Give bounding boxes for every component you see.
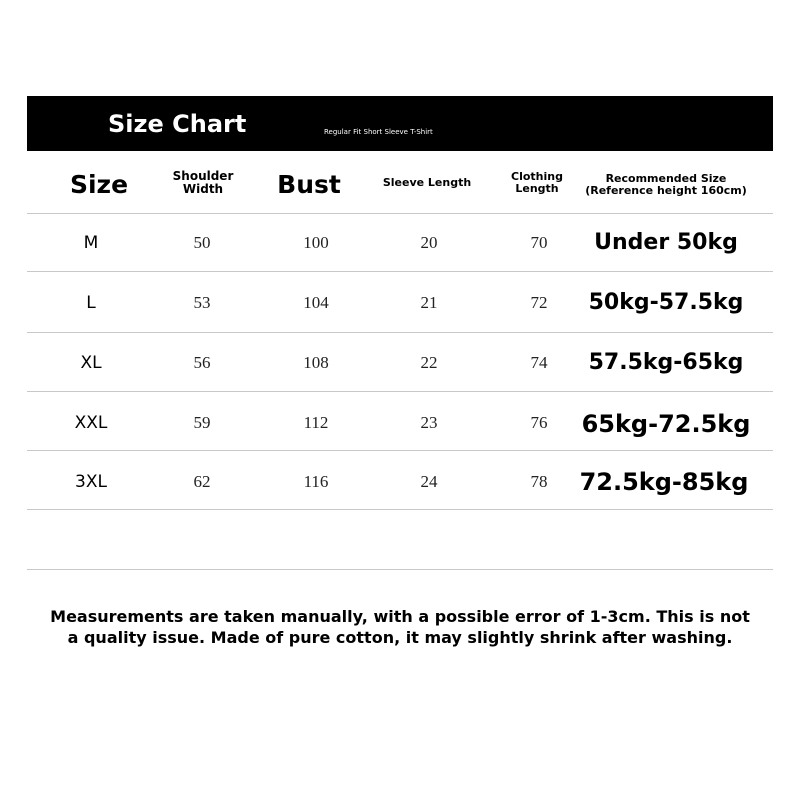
row-sleeve: 24 bbox=[420, 472, 438, 491]
row-shoulder: 59 bbox=[193, 413, 211, 432]
size-chart-banner bbox=[27, 96, 773, 151]
row-bust: 116 bbox=[303, 472, 329, 491]
header-shoulder-line2: Width bbox=[182, 182, 224, 197]
banner-subtitle: Regular Fit Short Sleeve T-Shirt bbox=[324, 128, 433, 136]
measurement-note-line1: Measurements are taken manually, with a possible error of 1-3cm. This is not bbox=[50, 607, 750, 626]
row-length: 78 bbox=[530, 472, 548, 491]
row-recommended: 72.5kg-85kg bbox=[579, 468, 749, 496]
row-divider bbox=[27, 450, 773, 451]
header-recommended-size bbox=[585, 173, 747, 197]
row-sleeve: 23 bbox=[420, 413, 438, 432]
row-recommended: Under 50kg bbox=[594, 230, 738, 255]
row-divider bbox=[27, 213, 773, 214]
row-size: XXL bbox=[74, 413, 108, 433]
row-shoulder: 56 bbox=[193, 353, 211, 372]
row-divider bbox=[27, 509, 773, 510]
row-bust: 108 bbox=[303, 353, 329, 372]
measurement-note-line2: a quality issue. Made of pure cotton, it may slightly shrink after washing. bbox=[67, 628, 733, 647]
header-sleeve-length: Sleeve Length bbox=[382, 176, 472, 189]
row-size: 3XL bbox=[75, 472, 107, 492]
header-shoulder-line1: Shoulder bbox=[172, 169, 234, 183]
row-recommended: 57.5kg-65kg bbox=[588, 350, 744, 375]
row-size: L bbox=[86, 293, 96, 313]
table-bottom-divider bbox=[27, 569, 773, 570]
row-bust: 100 bbox=[303, 233, 329, 252]
header-clothing-line1: Clothing bbox=[511, 170, 563, 183]
row-shoulder: 53 bbox=[193, 293, 211, 312]
header-clothing-line2: Length bbox=[515, 182, 559, 196]
header-size: Size bbox=[69, 170, 129, 199]
row-length: 70 bbox=[530, 233, 548, 252]
row-sleeve: 21 bbox=[420, 293, 438, 312]
banner-title: Size Chart bbox=[108, 110, 247, 138]
row-shoulder: 62 bbox=[193, 472, 211, 491]
row-length: 74 bbox=[530, 353, 548, 372]
row-divider bbox=[27, 271, 773, 272]
row-divider bbox=[27, 391, 773, 392]
row-length: 76 bbox=[530, 413, 548, 432]
row-size: XL bbox=[80, 353, 102, 373]
header-recommended-line2: (Reference height 160cm) bbox=[585, 184, 747, 198]
header-shoulder-width bbox=[173, 170, 234, 196]
header-clothing-length bbox=[511, 171, 563, 195]
row-length: 72 bbox=[530, 293, 548, 312]
measurement-note bbox=[0, 606, 800, 648]
header-bust: Bust bbox=[277, 170, 341, 199]
row-size: M bbox=[83, 233, 99, 253]
header-recommended-line1: Recommended Size bbox=[605, 172, 727, 185]
row-bust: 104 bbox=[303, 293, 329, 312]
row-shoulder: 50 bbox=[193, 233, 211, 252]
row-divider bbox=[27, 332, 773, 333]
row-recommended: 65kg-72.5kg bbox=[581, 410, 751, 438]
row-recommended: 50kg-57.5kg bbox=[588, 290, 744, 315]
row-sleeve: 20 bbox=[420, 233, 438, 252]
row-sleeve: 22 bbox=[420, 353, 438, 372]
row-bust: 112 bbox=[303, 413, 329, 432]
